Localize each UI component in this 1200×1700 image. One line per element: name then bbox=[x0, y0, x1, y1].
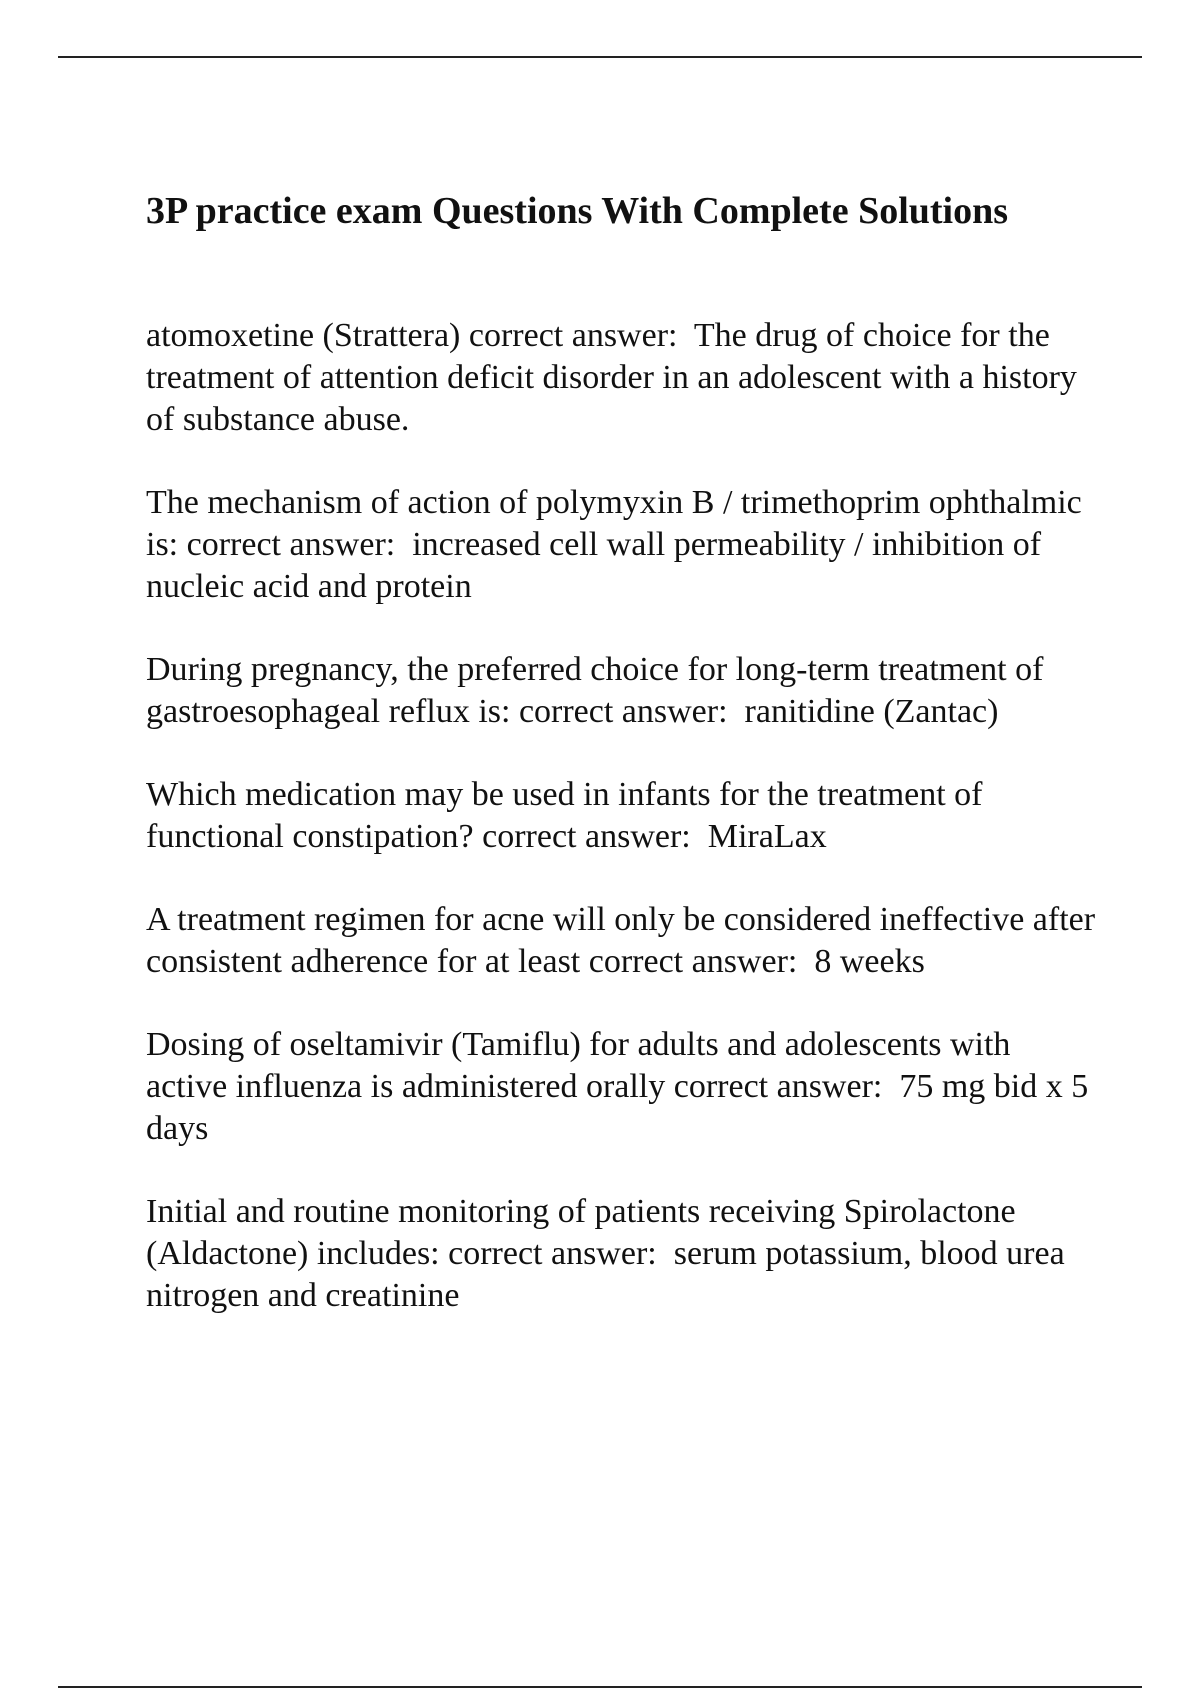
page-title: 3P practice exam Questions With Complete Solutions bbox=[146, 190, 1009, 232]
qa-item bbox=[146, 1191, 1096, 1317]
qa-item bbox=[146, 482, 1096, 608]
answer-text: MiraLax bbox=[707, 818, 827, 855]
question-text: Initial and routine monitoring of patients receiving Spirolactone (Aldactone) includes: bbox=[146, 1193, 1016, 1272]
question-text: Dosing of oseltamivir (Tamiflu) for adults and adolescents with active influenza is administered orally bbox=[146, 1026, 1011, 1105]
answer-marker: correct answer: bbox=[482, 818, 691, 855]
top-divider bbox=[58, 56, 1142, 58]
qa-item bbox=[146, 774, 1096, 858]
question-text: During pregnancy, the preferred choice for long-term treatment of gastroesophageal reflux is: bbox=[146, 651, 1044, 730]
question-text: atomoxetine (Strattera) bbox=[146, 317, 461, 354]
qa-item bbox=[146, 1024, 1096, 1150]
question-text: A treatment regimen for acne will only be considered ineffective after consistent adherence for at least bbox=[146, 901, 1096, 980]
answer-text: serum potassium, blood urea nitrogen and creatinine bbox=[146, 1235, 1065, 1314]
answer-marker: correct answer: bbox=[468, 317, 678, 354]
question-text: Which medication may be used in infants for the treatment of functional constipation? bbox=[146, 776, 983, 855]
question-list bbox=[146, 315, 1096, 1358]
qa-item bbox=[146, 315, 1096, 441]
bottom-divider bbox=[58, 1686, 1142, 1688]
answer-text: increased cell wall permeability / inhibition of nucleic acid and protein bbox=[146, 526, 1042, 605]
qa-item bbox=[146, 649, 1096, 733]
answer-text: The drug of choice for the treatment of attention deficit disorder in an adolescent with a history of substance abuse. bbox=[146, 317, 1077, 438]
answer-text: 8 weeks bbox=[814, 943, 925, 980]
answer-marker: correct answer: bbox=[448, 1235, 657, 1272]
answer-marker: correct answer: bbox=[518, 693, 728, 730]
answer-marker: correct answer: bbox=[588, 943, 798, 980]
question-text: The mechanism of action of polymyxin B / trimethoprim ophthalmic is: bbox=[146, 484, 1082, 563]
answer-text: ranitidine (Zantac) bbox=[744, 693, 999, 730]
answer-marker: correct answer: bbox=[673, 1068, 883, 1105]
qa-item bbox=[146, 899, 1096, 983]
answer-text: 75 mg bid x 5 days bbox=[146, 1068, 1089, 1147]
answer-marker: correct answer: bbox=[186, 526, 396, 563]
